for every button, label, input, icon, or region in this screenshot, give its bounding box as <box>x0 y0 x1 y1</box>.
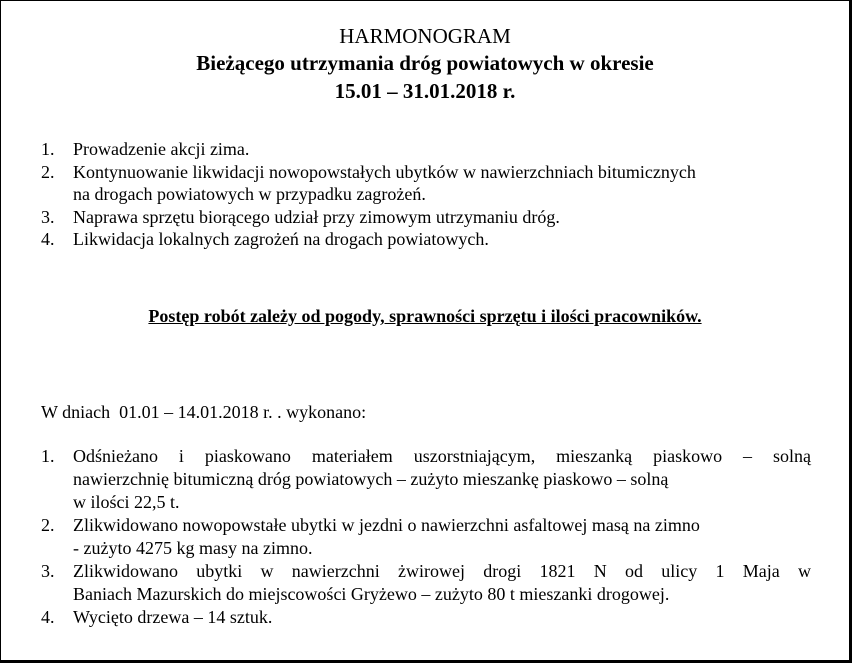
list-item-text: Zlikwidowano ubytki w nawierzchni żwirowej drogi 1821 N od ulicy 1 Maja w <box>73 561 811 581</box>
list-item-number: 3. <box>41 561 55 581</box>
list-item-number: 3. <box>41 206 55 227</box>
list-item <box>41 228 811 251</box>
list-item-text: Odśnieżano i piaskowano materiałem uszorstniającym, mieszanką piaskowo – solną <box>73 446 811 466</box>
list-item-text: Naprawa sprzętu biorącego udział przy zimowym utrzymaniu dróg. <box>73 206 560 227</box>
list-item-text: Zlikwidowano nowopowstałe ubytki w jezdni o nawierzchni asfaltowej masą na zimno <box>73 515 700 535</box>
planned-works-list <box>41 138 811 251</box>
list-item <box>41 606 811 629</box>
list-item <box>41 445 811 514</box>
document-subtitle: Bieżącego utrzymania dróg powiatowych w okresie <box>196 51 654 75</box>
list-item-number: 1. <box>41 446 55 466</box>
list-item-text: - zużyto 4275 kg masy na zimno. <box>73 538 313 558</box>
document-heading: HARMONOGRAM <box>339 24 511 48</box>
completed-intro: W dniach 01.01 – 14.01.2018 r. . wykonano: <box>41 402 367 422</box>
document-period: 15.01 – 31.01.2018 r. <box>334 79 516 103</box>
notice-text: Postęp robót zależy od pogody, sprawności sprzętu i ilości pracowników. <box>148 306 702 326</box>
list-item-number: 4. <box>41 607 55 627</box>
list-item-text: Prowadzenie akcji zima. <box>73 139 250 159</box>
list-item-text: nawierzchnię bitumiczną dróg powiatowych – zużyto mieszankę piaskowo – solną <box>73 469 669 489</box>
list-item <box>41 514 811 560</box>
list-item <box>41 138 811 161</box>
completed-works-list <box>41 445 811 629</box>
list-item <box>41 161 811 206</box>
list-item <box>41 560 811 606</box>
list-item-text: Kontynuowanie likwidacji nowopowstałych ubytków w nawierzchniach bitumicznych <box>73 161 696 182</box>
list-item-text: Wycięto drzewa – 14 sztuk. <box>73 607 273 627</box>
list-item-text: Likwidacja lokalnych zagrożeń na drogach powiatowych. <box>73 229 489 249</box>
list-item <box>41 206 811 229</box>
list-item-text: na drogach powiatowych w przypadku zagrożeń. <box>73 184 426 204</box>
list-item-text: w ilości 22,5 t. <box>73 492 180 512</box>
list-item-number: 2. <box>41 515 55 535</box>
list-item-number: 2. <box>41 161 55 182</box>
list-item-number: 4. <box>41 229 55 249</box>
list-item-text: Baniach Mazurskich do miejscowości Gryżewo – zużyto 80 t mieszanki drogowej. <box>73 584 670 604</box>
list-item-number: 1. <box>41 139 55 159</box>
